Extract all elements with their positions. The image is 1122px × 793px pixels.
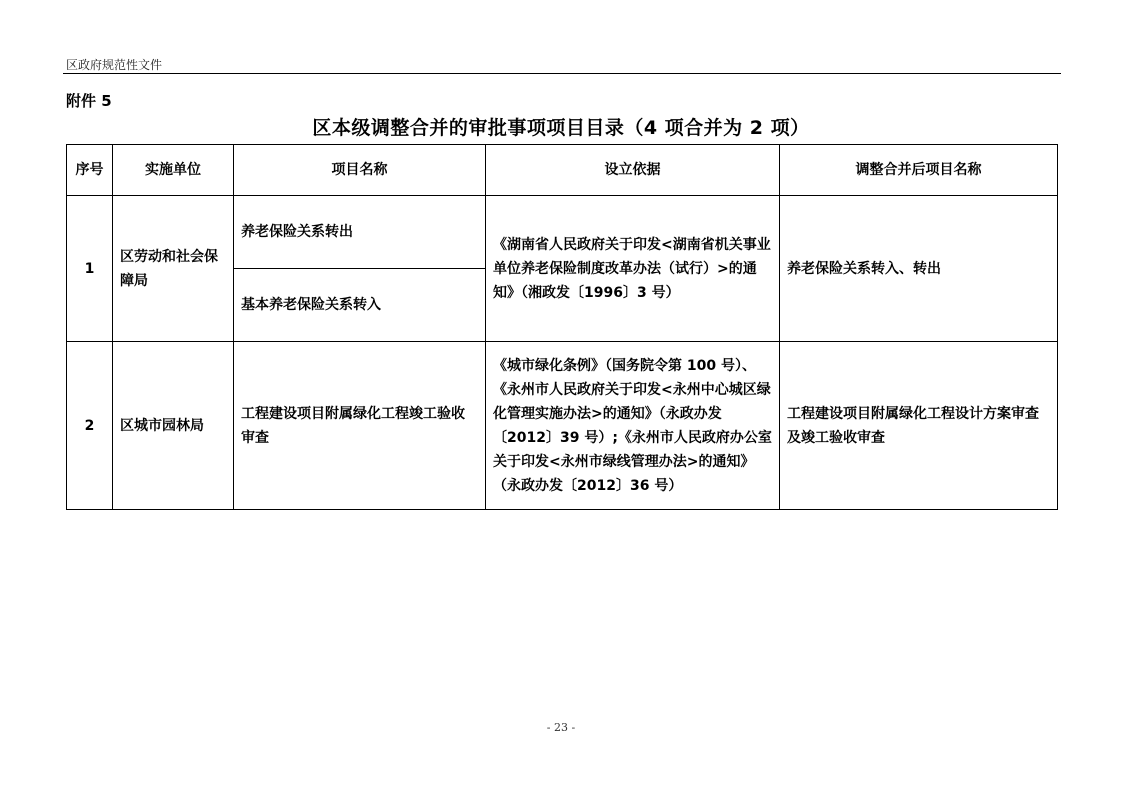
header-divider [63,73,1061,74]
row-number: 1 [67,196,113,342]
table-row [67,342,1058,510]
page-number: - 23 - [546,721,576,734]
column-header-basis: 设立依据 [486,145,780,196]
column-header-item-name: 项目名称 [234,145,486,196]
merged-item-name: 工程建设项目附属绿化工程设计方案审查及竣工验收审查 [780,342,1058,510]
legal-basis: 《湖南省人民政府关于印发<湖南省机关事业单位养老保险制度改革办法（试行）>的通知》（湘政发〔1996〕3 号） [486,196,780,342]
item-name: 工程建设项目附属绿化工程竣工验收审查 [234,342,486,510]
item-name: 养老保险关系转出 [234,196,486,269]
table-row [67,196,1058,269]
implementing-unit: 区城市园林局 [113,342,234,510]
implementing-unit: 区劳动和社会保障局 [113,196,234,342]
attachment-label: 附件 5 [66,92,112,110]
item-name: 基本养老保险关系转入 [234,269,486,342]
legal-basis: 《城市绿化条例》（国务院令第 100 号）、《永州市人民政府关于印发<永州中心城区绿化管理实施办法>的通知》（永政办发〔2012〕39 号）;《永州市人民政府办公室关于印发<永州市绿线管理办法>的通知》（永政办发〔2012〕36 号） [486,342,780,510]
approval-items-table [66,144,1058,510]
row-number: 2 [67,342,113,510]
table-header-row [67,145,1058,196]
column-header-number: 序号 [67,145,113,196]
column-header-unit: 实施单位 [113,145,234,196]
column-header-merged-name: 调整合并后项目名称 [780,145,1058,196]
document-series-header: 区政府规范性文件 [66,58,163,72]
merged-item-name: 养老保险关系转入、转出 [780,196,1058,342]
page-title: 区本级调整合并的审批事项项目目录（4 项合并为 2 项） [312,117,810,139]
